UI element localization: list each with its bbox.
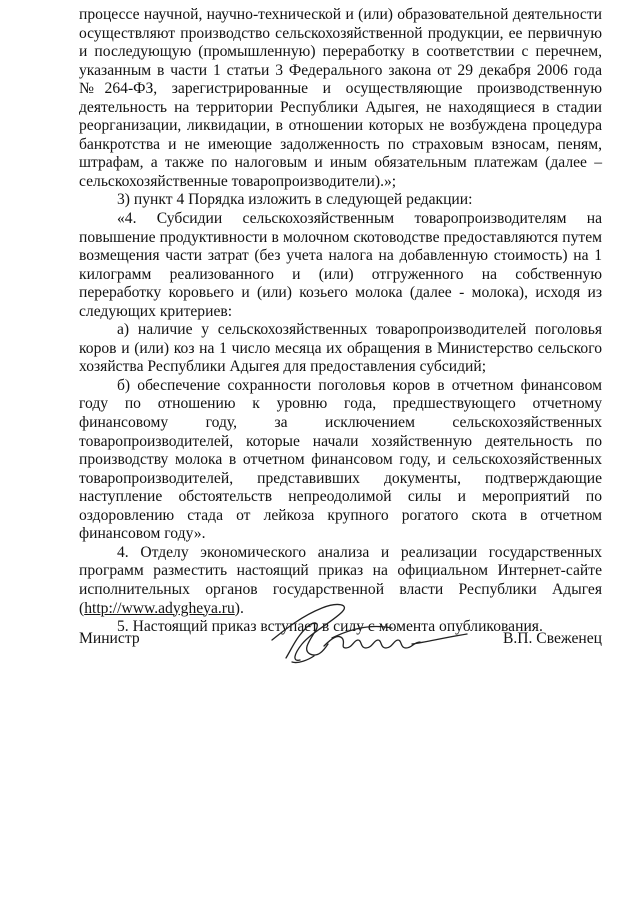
paragraph-criterion-b: б) обеспечение сохранности поголовья коров в отчетном финансовом году по отношению к уровню года, предшествующего отчетному финансовому году, за исключением сельскохозяйственных товаропроизводителей, которые начали хозяйственную деятельность по производству молока в отчетном финансовом году, и сельскохозяйственных товаропроизводителей, представивших документы, подтверждающие наступление обстоятельств непреодолимой силы и мероприятий по оздоровлению стада от лейкоза крупного рогатого скота в отчетном финансовом году». <box>79 376 602 543</box>
paragraph-continuation: процессе научной, научно-технической и (или) образовательной деятельности осуществляют производство сельскохозяйственной продукции, ее первичную и последующую (промышленную) переработку в соответствии с перечнем, указанным в части 1 статьи 3 Федерального закона от 29 декабря 2006 года №264-ФЗ, зарегистрированные и осуществляющие производственную деятельность на территории Республики Адыгея, не находящиеся в стадии реорганизации, ликвидации, в отношении которых не возбуждена процедура банкротства и не имеющие задолженность по страховым взносам, пеням, штрафам, а также по налоговым и иным обязательным платежам (далее – сельскохозяйственные товаропроизводители).»; <box>79 6 602 190</box>
link-suffix: ). <box>234 599 244 617</box>
link-prefix: ( <box>79 599 85 617</box>
document-body <box>79 6 602 637</box>
position-title: Министр <box>79 630 140 647</box>
paragraph-clause-4: «4. Субсидии сельскохозяйственным товаропроизводителям на повышение продуктивности в молочном скотоводстве предоставляются путем возмещения части затрат (без учета налога на добавленную стоимость) на 1 килограмм реализованного и (или) отгруженного на собственную переработку коровьего и (или) козьего молока (далее - молока), исходя из следующих критериев: <box>79 210 602 320</box>
paragraph-criterion-a: а) наличие у сельскохозяйственных товаропроизводителей поголовья коров и (или) коз на 1 число месяца их обращения в Министерство сельского хозяйства Республики Адыгея для предоставления субсидий; <box>79 321 602 376</box>
paragraph-item-3: 3) пункт 4 Порядка изложить в следующей редакции: <box>117 191 473 209</box>
website-link[interactable]: http://www.adygheya.ru <box>84 599 235 617</box>
paragraph-item-5: 5. Настоящий приказ вступает в силу с момента опубликования. <box>117 618 543 636</box>
paragraph-item-4-text: 4. Отделу экономического анализа и реализации государственных программ разместить настоящий приказ на официальном Интернет-сайте исполнительных органов государственной власти Республики Адыгея <box>79 543 602 598</box>
handwritten-signature <box>262 598 472 670</box>
signer-name: В.П. Свеженец <box>502 630 602 647</box>
